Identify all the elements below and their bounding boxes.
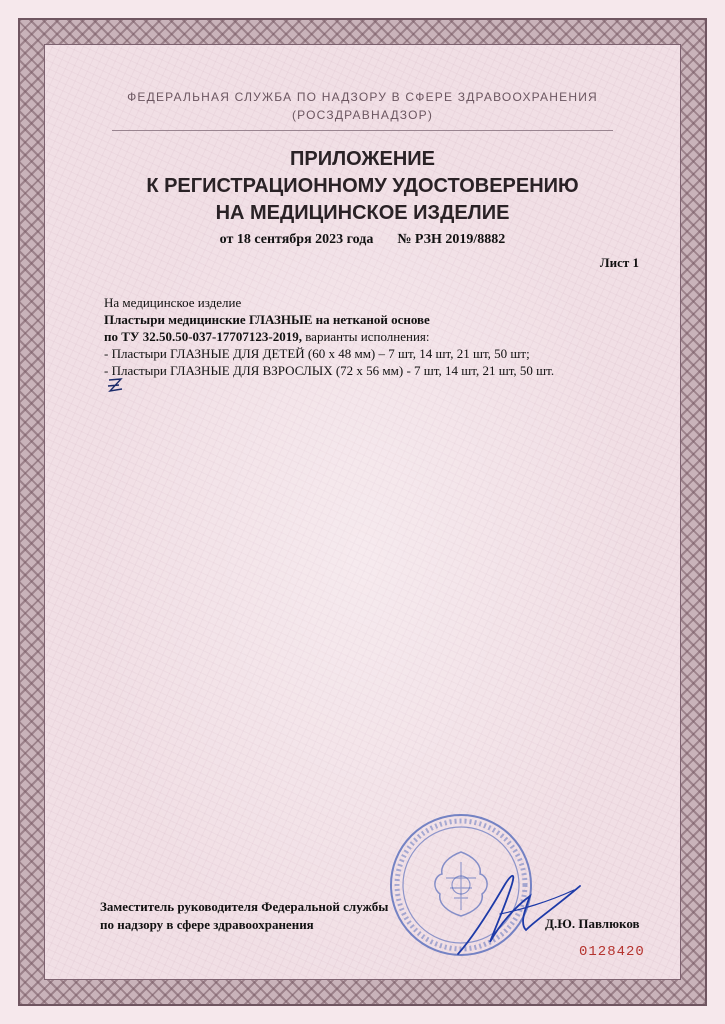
agency-name: ФЕДЕРАЛЬНАЯ СЛУЖБА ПО НАДЗОРУ В СФЕРЕ ЗДРАВООХРАНЕНИЯ: [127, 90, 598, 104]
position-line-2: по надзору в сфере здравоохранения: [100, 917, 314, 932]
sheet-number: Лист 1: [599, 255, 639, 270]
spec-reference: по ТУ 32.50.50-037-17707123-2019,: [104, 329, 302, 344]
position-line-1: Заместитель руководителя Федеральной службы: [100, 899, 389, 914]
title-line-1: ПРИЛОЖЕНИЕ: [290, 148, 435, 170]
handwritten-initial: [106, 376, 128, 396]
title-line-3: НА МЕДИЦИНСКОЕ ИЗДЕЛИЕ: [215, 202, 510, 224]
product-name: Пластыри медицинские ГЛАЗНЫЕ на нетканой основе: [104, 312, 430, 327]
header-divider: [112, 130, 613, 131]
registration-number: № РЗН 2019/8882: [397, 232, 506, 247]
signer-name: Д.Ю. Павлюков: [545, 916, 640, 931]
agency-abbreviation: (РОСЗДРАВНАДЗОР): [291, 108, 434, 122]
title-line-2: К РЕГИСТРАЦИОННОМУ УДОСТОВЕРЕНИЮ: [146, 175, 579, 197]
agency-header: [60, 88, 665, 124]
date-number-line: [0, 232, 725, 248]
variant-adults: - Пластыри ГЛАЗНЫЕ ДЛЯ ВЗРОСЛЫХ (72 х 56 мм) - 7 шт, 14 шт, 21 шт, 50 шт.: [104, 363, 555, 378]
document-body: [104, 294, 665, 379]
document-title: [40, 146, 685, 227]
issue-date: от 18 сентября 2023 года: [219, 232, 374, 247]
intro-text: На медицинское изделие: [104, 295, 242, 310]
signature: [430, 850, 590, 960]
signatory-position: [100, 898, 388, 934]
variant-children: - Пластыри ГЛАЗНЫЕ ДЛЯ ДЕТЕЙ (60 х 48 мм) – 7 шт, 14 шт, 21 шт, 50 шт;: [104, 346, 530, 361]
serial-number: 0128420: [579, 944, 645, 960]
variants-label: варианты исполнения:: [301, 329, 430, 344]
